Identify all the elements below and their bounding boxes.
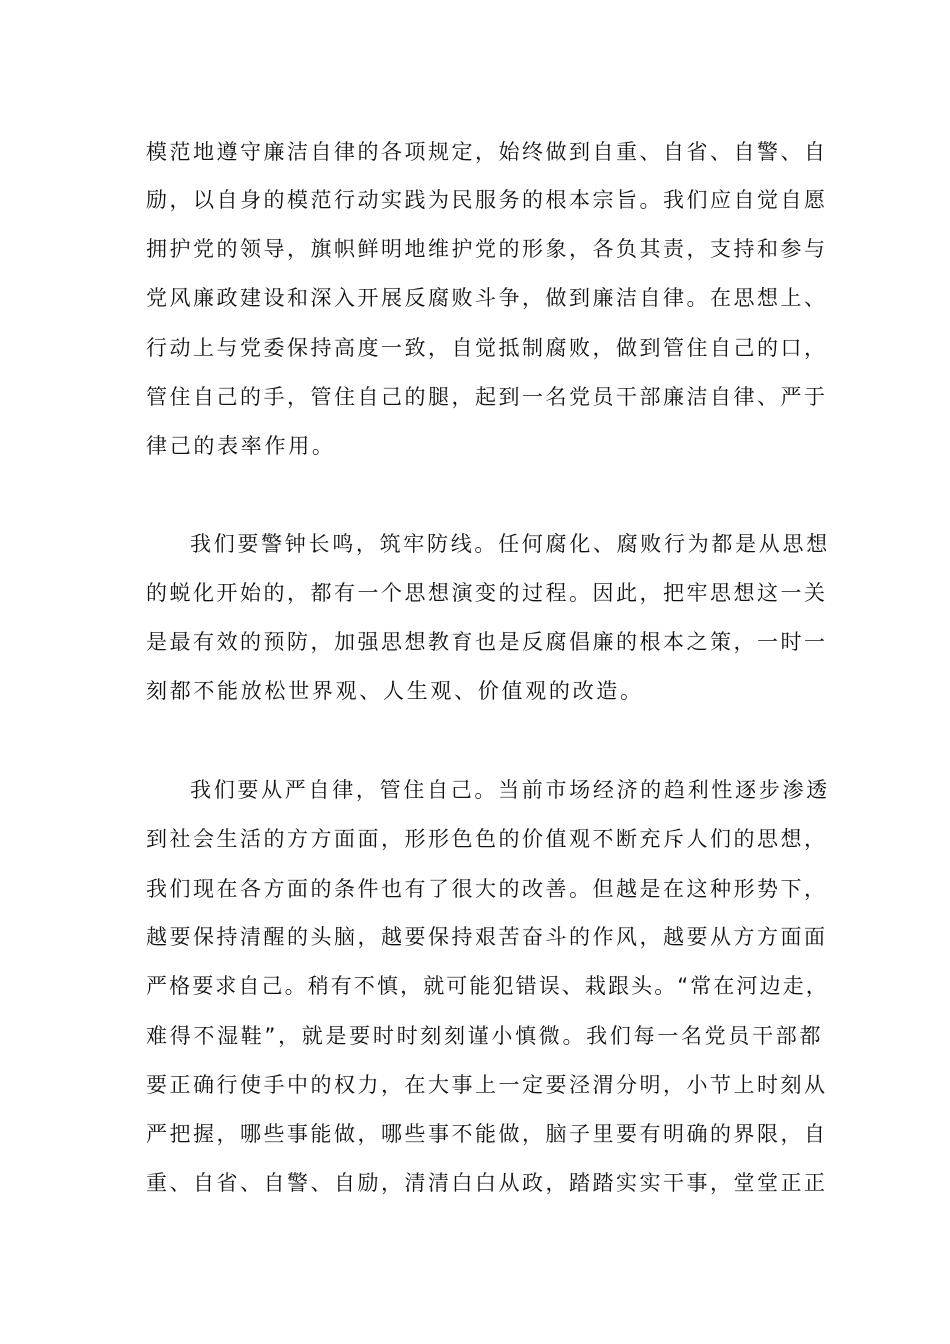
paragraph-3-line-7: 要正确行使手中的权力，在大事上一定要泾渭分明，小节上时刻从	[146, 1073, 828, 1097]
paragraph-1-line-6: 管住自己的手，管住自己的腿，起到一名党员干部廉洁自律、严于	[146, 385, 828, 409]
paragraph-1-line-2: 励，以自身的模范行动实践为民服务的根本宗旨。我们应自觉自愿	[146, 188, 828, 212]
paragraph-1-line-4: 党风廉政建设和深入开展反腐败斗争，做到廉洁自律。在思想上、	[146, 286, 828, 310]
paragraph-2-line-3: 是最有效的预防，加强思想教育也是反腐倡廉的根本之策，一时一	[146, 630, 828, 654]
paragraph-3-line-1: 我们要从严自律，管住自己。当前市场经济的趋利性逐步渗透	[190, 778, 830, 802]
paragraph-3-line-5: 严格要求自己。稍有不慎，就可能犯错误、栽跟头。“常在河边走，	[146, 974, 829, 998]
paragraph-3-line-8: 严把握，哪些事能做，哪些事不能做，脑子里要有明确的界限，自	[146, 1122, 828, 1146]
paragraph-2-line-1: 我们要警钟长鸣，筑牢防线。任何腐化、腐败行为都是从思想	[190, 532, 830, 556]
paragraph-1-line-3: 拥护党的领导，旗帜鲜明地维护党的形象，各负其责，支持和参与	[146, 237, 828, 261]
paragraph-3-line-2: 到社会生活的方方面面，形形色色的价值观不断充斥人们的思想，	[146, 827, 828, 851]
paragraph-2-line-2: 的蜕化开始的，都有一个思想演变的过程。因此，把牢思想这一关	[146, 581, 828, 605]
paragraph-3-line-9: 重、自省、自警、自励，清清白白从政，踏踏实实干事，堂堂正正	[146, 1171, 828, 1195]
paragraph-1-line-5: 行动上与党委保持高度一致，自觉抵制腐败，做到管住自己的口，	[146, 336, 828, 360]
paragraph-2-line-4: 刻都不能放松世界观、人生观、价值观的改造。	[146, 679, 644, 703]
paragraph-1-line-7: 律己的表率作用。	[146, 434, 336, 458]
paragraph-3-line-6: 难得不湿鞋”，就是要时时刻刻谨小慎微。我们每一名党员干部都	[146, 1024, 824, 1048]
paragraph-1-line-1: 模范地遵守廉洁自律的各项规定，始终做到自重、自省、自警、自	[146, 140, 828, 164]
paragraph-3-line-3: 我们现在各方面的条件也有了很大的改善。但越是在这种形势下，	[146, 877, 828, 901]
paragraph-3-line-4: 越要保持清醒的头脑，越要保持艰苦奋斗的作风，越要从方方面面	[146, 925, 828, 949]
